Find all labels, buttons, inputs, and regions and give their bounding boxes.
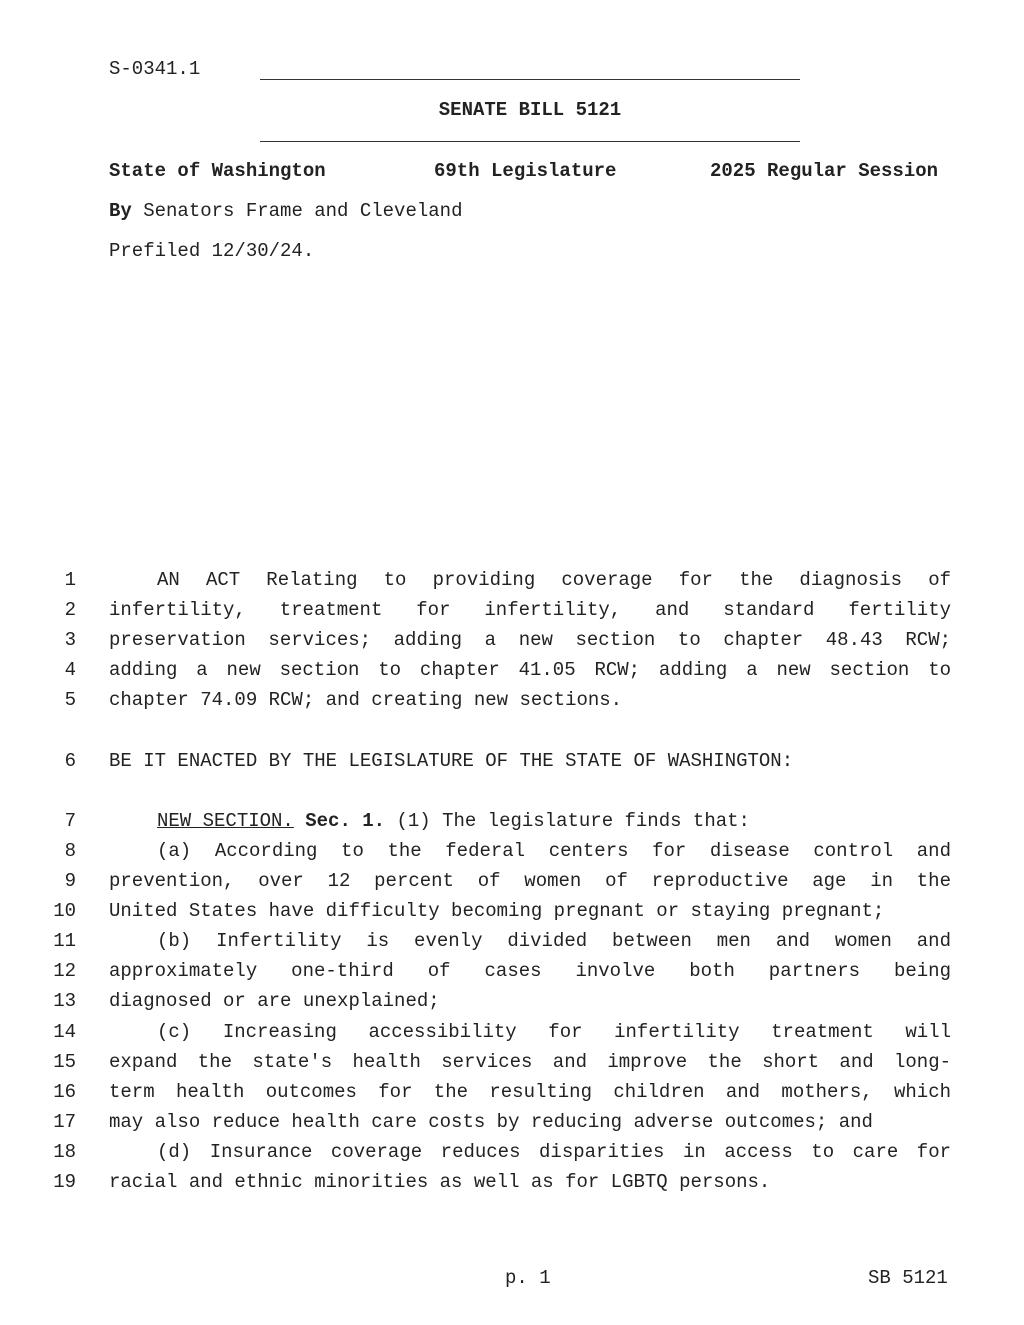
bill-code: S-0341.1: [109, 58, 201, 80]
line-number: 19: [53, 1171, 76, 1193]
line-number: 17: [53, 1111, 76, 1133]
line-number: 3: [64, 629, 76, 651]
line-number: 15: [53, 1051, 76, 1073]
top-rule: [260, 79, 800, 80]
bill-text-line: (c) Increasing accessibility for infertility treatment will: [157, 1021, 951, 1043]
line-number: 18: [53, 1141, 76, 1163]
state-name: State of Washington: [109, 160, 326, 182]
prefiled-date: Prefiled 12/30/24.: [109, 240, 315, 262]
bill-text-line: prevention, over 12 percent of women of reproductive age in the: [109, 870, 951, 892]
section-heading-line: [109, 810, 951, 832]
bill-text-line: approximately one-third of cases involve both partners being: [109, 960, 951, 982]
section-number: Sec. 1.: [305, 810, 386, 832]
bill-text-line: chapter 74.09 RCW; and creating new sections.: [109, 689, 623, 711]
bill-text-line: expand the state's health services and improve the short and long-: [109, 1051, 951, 1073]
bill-text-line: AN ACT Relating to providing coverage for the diagnosis of: [157, 569, 951, 591]
sponsors-line: [109, 200, 462, 222]
section-text: (1) The legislature finds that:: [396, 810, 750, 832]
footer-bill-ref: SB 5121: [868, 1267, 948, 1289]
bill-text-line: diagnosed or are unexplained;: [109, 990, 440, 1012]
line-number: 13: [53, 990, 76, 1012]
line-number: 1: [64, 569, 76, 591]
session-name: 2025 Regular Session: [710, 160, 939, 182]
page-number: p. 1: [505, 1267, 551, 1289]
new-section-label: NEW SECTION.: [157, 810, 294, 832]
bill-text-line: may also reduce health care costs by reducing adverse outcomes; and: [109, 1111, 873, 1133]
bill-text-line: preservation services; adding a new section to chapter 48.43 RCW;: [109, 629, 951, 651]
bill-text-line: racial and ethnic minorities as well as for LGBTQ persons.: [109, 1171, 771, 1193]
line-number: 7: [64, 810, 76, 832]
bottom-rule: [260, 141, 800, 142]
line-number: 8: [64, 840, 76, 862]
line-number: 6: [64, 750, 76, 772]
line-number: 16: [53, 1081, 76, 1103]
line-number: 14: [53, 1021, 76, 1043]
bill-title: SENATE BILL 5121: [438, 99, 622, 121]
line-number: 10: [53, 900, 76, 922]
line-number: 2: [64, 599, 76, 621]
bill-text-line: (b) Infertility is evenly divided between men and women and: [157, 930, 951, 952]
bill-text-line: infertility, treatment for infertility, and standard fertility: [109, 599, 951, 621]
by-label: By: [109, 200, 132, 222]
line-number: 12: [53, 960, 76, 982]
bill-text-line: (a) According to the federal centers for disease control and: [157, 840, 951, 862]
bill-text-line: term health outcomes for the resulting children and mothers, which: [109, 1081, 951, 1103]
line-number: 5: [64, 689, 76, 711]
enacting-clause: BE IT ENACTED BY THE LEGISLATURE OF THE STATE OF WASHINGTON:: [109, 750, 794, 772]
legislature-name: 69th Legislature: [434, 160, 617, 182]
sponsors: Senators Frame and Cleveland: [143, 200, 463, 222]
line-number: 9: [64, 870, 76, 892]
bill-text-line: United States have difficulty becoming pregnant or staying pregnant;: [109, 900, 885, 922]
bill-text-line: (d) Insurance coverage reduces disparities in access to care for: [157, 1141, 951, 1163]
line-number: 4: [64, 659, 76, 681]
bill-text-line: adding a new section to chapter 41.05 RCW; adding a new section to: [109, 659, 951, 681]
line-number: 11: [53, 930, 76, 952]
